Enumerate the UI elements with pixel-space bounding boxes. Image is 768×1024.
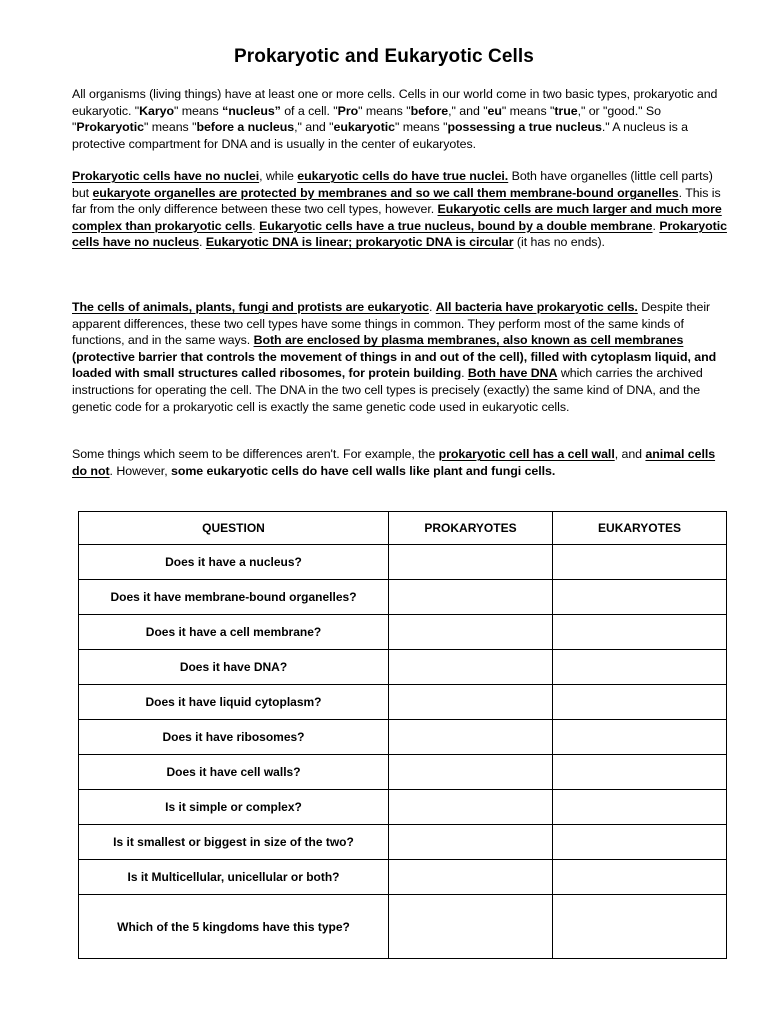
key-point: animal cells do not: [72, 447, 716, 478]
header-prokaryotes: PROKARYOTES: [389, 512, 553, 545]
key-point: All bacteria have prokaryotic cells.: [435, 300, 638, 314]
eukaryote-answer-cell[interactable]: [553, 685, 727, 720]
eukaryote-answer-cell[interactable]: [553, 580, 727, 615]
page-title: Prokaryotic and Eukaryotic Cells: [234, 46, 534, 67]
prokaryote-answer-cell[interactable]: [389, 825, 553, 860]
header-eukaryotes: EUKARYOTES: [553, 512, 727, 545]
prokaryote-answer-cell[interactable]: [389, 580, 553, 615]
text: " means ": [501, 103, 555, 118]
prokaryote-answer-cell[interactable]: [389, 720, 553, 755]
text: All organisms (living things) have at least one or more cells. Cells in our world come in two basic types, prokaryotic and eukaryotic. ": [72, 87, 718, 118]
comparison-table: [78, 511, 727, 959]
key-point: Prokaryotic cells have no nucleus: [72, 218, 727, 250]
prokaryote-answer-cell[interactable]: [389, 860, 553, 895]
text: ," and ": [448, 103, 488, 118]
intro-paragraph: [72, 86, 732, 152]
text: Both have organelles (little cell parts) but: [72, 169, 713, 200]
question-cell: Does it have a nucleus?: [79, 545, 389, 580]
text: . This is far from the only difference between these two cell types, however.: [72, 185, 721, 217]
bold-text: (protective barrier that controls the movement of things in and out of the cell), filled with cytoplasm liquid, and loaded with small structures called ribosomes, for protein building: [72, 349, 717, 381]
term-possessing-true-nucleus: possessing a true nucleus: [447, 120, 602, 135]
eukaryote-answer-cell[interactable]: [553, 615, 727, 650]
table-row: [79, 650, 727, 685]
text: ." A nucleus is a protective compartment for DNA and is usually in the center of eukaryotes.: [72, 120, 689, 151]
question-cell: Is it Multicellular, unicellular or both?: [79, 860, 389, 895]
bold-text: some eukaryotic cells do have cell walls like plant and fungi cells.: [170, 463, 556, 478]
question-cell: Which of the 5 kingdoms have this type?: [79, 895, 389, 959]
text: .: [199, 235, 206, 250]
eukaryote-answer-cell[interactable]: [553, 545, 727, 580]
text: , while: [259, 169, 298, 183]
text: .: [652, 218, 660, 233]
eukaryote-answer-cell[interactable]: [553, 755, 727, 790]
text: , and: [614, 447, 646, 461]
differences-paragraph: [72, 168, 732, 251]
term-before: before: [410, 103, 449, 118]
key-point: The cells of animals, plants, fungi and protists are eukaryotic: [72, 300, 429, 314]
key-point: Both have DNA: [467, 366, 558, 381]
question-cell: Does it have liquid cytoplasm?: [79, 685, 389, 720]
table-row: [79, 860, 727, 895]
text: ," and ": [294, 120, 334, 135]
eukaryote-answer-cell[interactable]: [553, 895, 727, 959]
term-eu: eu: [487, 103, 502, 118]
term-true: true: [554, 103, 578, 118]
term-pro: Pro: [337, 103, 359, 118]
table-row: [79, 615, 727, 650]
prokaryote-answer-cell[interactable]: [389, 790, 553, 825]
table-row: [79, 895, 727, 959]
text: .: [461, 366, 468, 381]
term-prokaryotic: Prokaryotic: [76, 120, 144, 135]
text: " means ": [144, 120, 197, 135]
table-header-row: [79, 512, 727, 545]
text: .: [252, 218, 260, 233]
eukaryote-answer-cell[interactable]: [553, 650, 727, 685]
key-point: Both are enclosed by plasma membranes, also known as cell membranes: [253, 333, 684, 348]
key-point: Prokaryotic cells have no nuclei: [72, 169, 260, 183]
header-question: QUESTION: [79, 512, 389, 545]
table-row: [79, 545, 727, 580]
term-karyo: Karyo: [139, 103, 174, 118]
text: " means: [173, 103, 223, 118]
table-row: [79, 720, 727, 755]
key-point: Eukaryotic cells have a true nucleus, bound by a double membrane: [259, 218, 653, 233]
term-before-a-nucleus: before a nucleus: [196, 120, 295, 135]
question-cell: Is it smallest or biggest in size of the two?: [79, 825, 389, 860]
text: . However,: [109, 463, 171, 478]
prokaryote-answer-cell[interactable]: [389, 545, 553, 580]
table-row: [79, 755, 727, 790]
text: .: [428, 300, 436, 314]
prokaryote-answer-cell[interactable]: [389, 650, 553, 685]
key-point: Eukaryotic DNA is linear; prokaryotic DNA is circular: [205, 235, 514, 250]
text: which carries the archived instructions for operating the cell. The DNA in the two cell types is precisely (exactly) the same kind of DNA, and the genetic code for a prokaryotic cell is exactly the same genetic code used in eukaryotic cells.: [72, 366, 703, 414]
key-point: Eukaryotic cells are much larger and much more complex than prokaryotic cells: [72, 202, 722, 233]
cell-wall-paragraph: [72, 446, 732, 479]
eukaryote-answer-cell[interactable]: [553, 790, 727, 825]
key-point: eukaryotic cells do have true nuclei.: [297, 169, 509, 183]
question-cell: Is it simple or complex?: [79, 790, 389, 825]
key-point: prokaryotic cell has a cell wall: [438, 447, 615, 461]
eukaryote-answer-cell[interactable]: [553, 720, 727, 755]
text: " means ": [358, 103, 411, 118]
similarities-paragraph: [72, 299, 732, 415]
table-row: [79, 825, 727, 860]
term-nucleus: “nucleus”: [222, 103, 281, 118]
prokaryote-answer-cell[interactable]: [389, 685, 553, 720]
text: (it has no ends).: [513, 235, 605, 250]
eukaryote-answer-cell[interactable]: [553, 825, 727, 860]
text: ," or "good." So ": [72, 103, 661, 135]
prokaryote-answer-cell[interactable]: [389, 895, 553, 959]
prokaryote-answer-cell[interactable]: [389, 755, 553, 790]
table-row: [79, 790, 727, 825]
question-cell: Does it have ribosomes?: [79, 720, 389, 755]
prokaryote-answer-cell[interactable]: [389, 615, 553, 650]
question-cell: Does it have a cell membrane?: [79, 615, 389, 650]
table-row: [79, 580, 727, 615]
key-point: eukaryote organelles are protected by membranes and so we call them membrane-bound organelles: [92, 185, 679, 200]
question-cell: Does it have membrane-bound organelles?: [79, 580, 389, 615]
eukaryote-answer-cell[interactable]: [553, 860, 727, 895]
text: " means ": [395, 120, 448, 135]
text: Some things which seem to be differences aren't. For example, the: [72, 447, 439, 461]
table-row: [79, 685, 727, 720]
term-eukaryotic: eukaryotic: [333, 120, 395, 135]
text: of a cell. ": [280, 103, 338, 118]
question-cell: Does it have cell walls?: [79, 755, 389, 790]
question-cell: Does it have DNA?: [79, 650, 389, 685]
text: Despite their apparent differences, these two cell types have some things in common. They perform most of the same kinds of functions, and in the same ways.: [72, 300, 711, 348]
